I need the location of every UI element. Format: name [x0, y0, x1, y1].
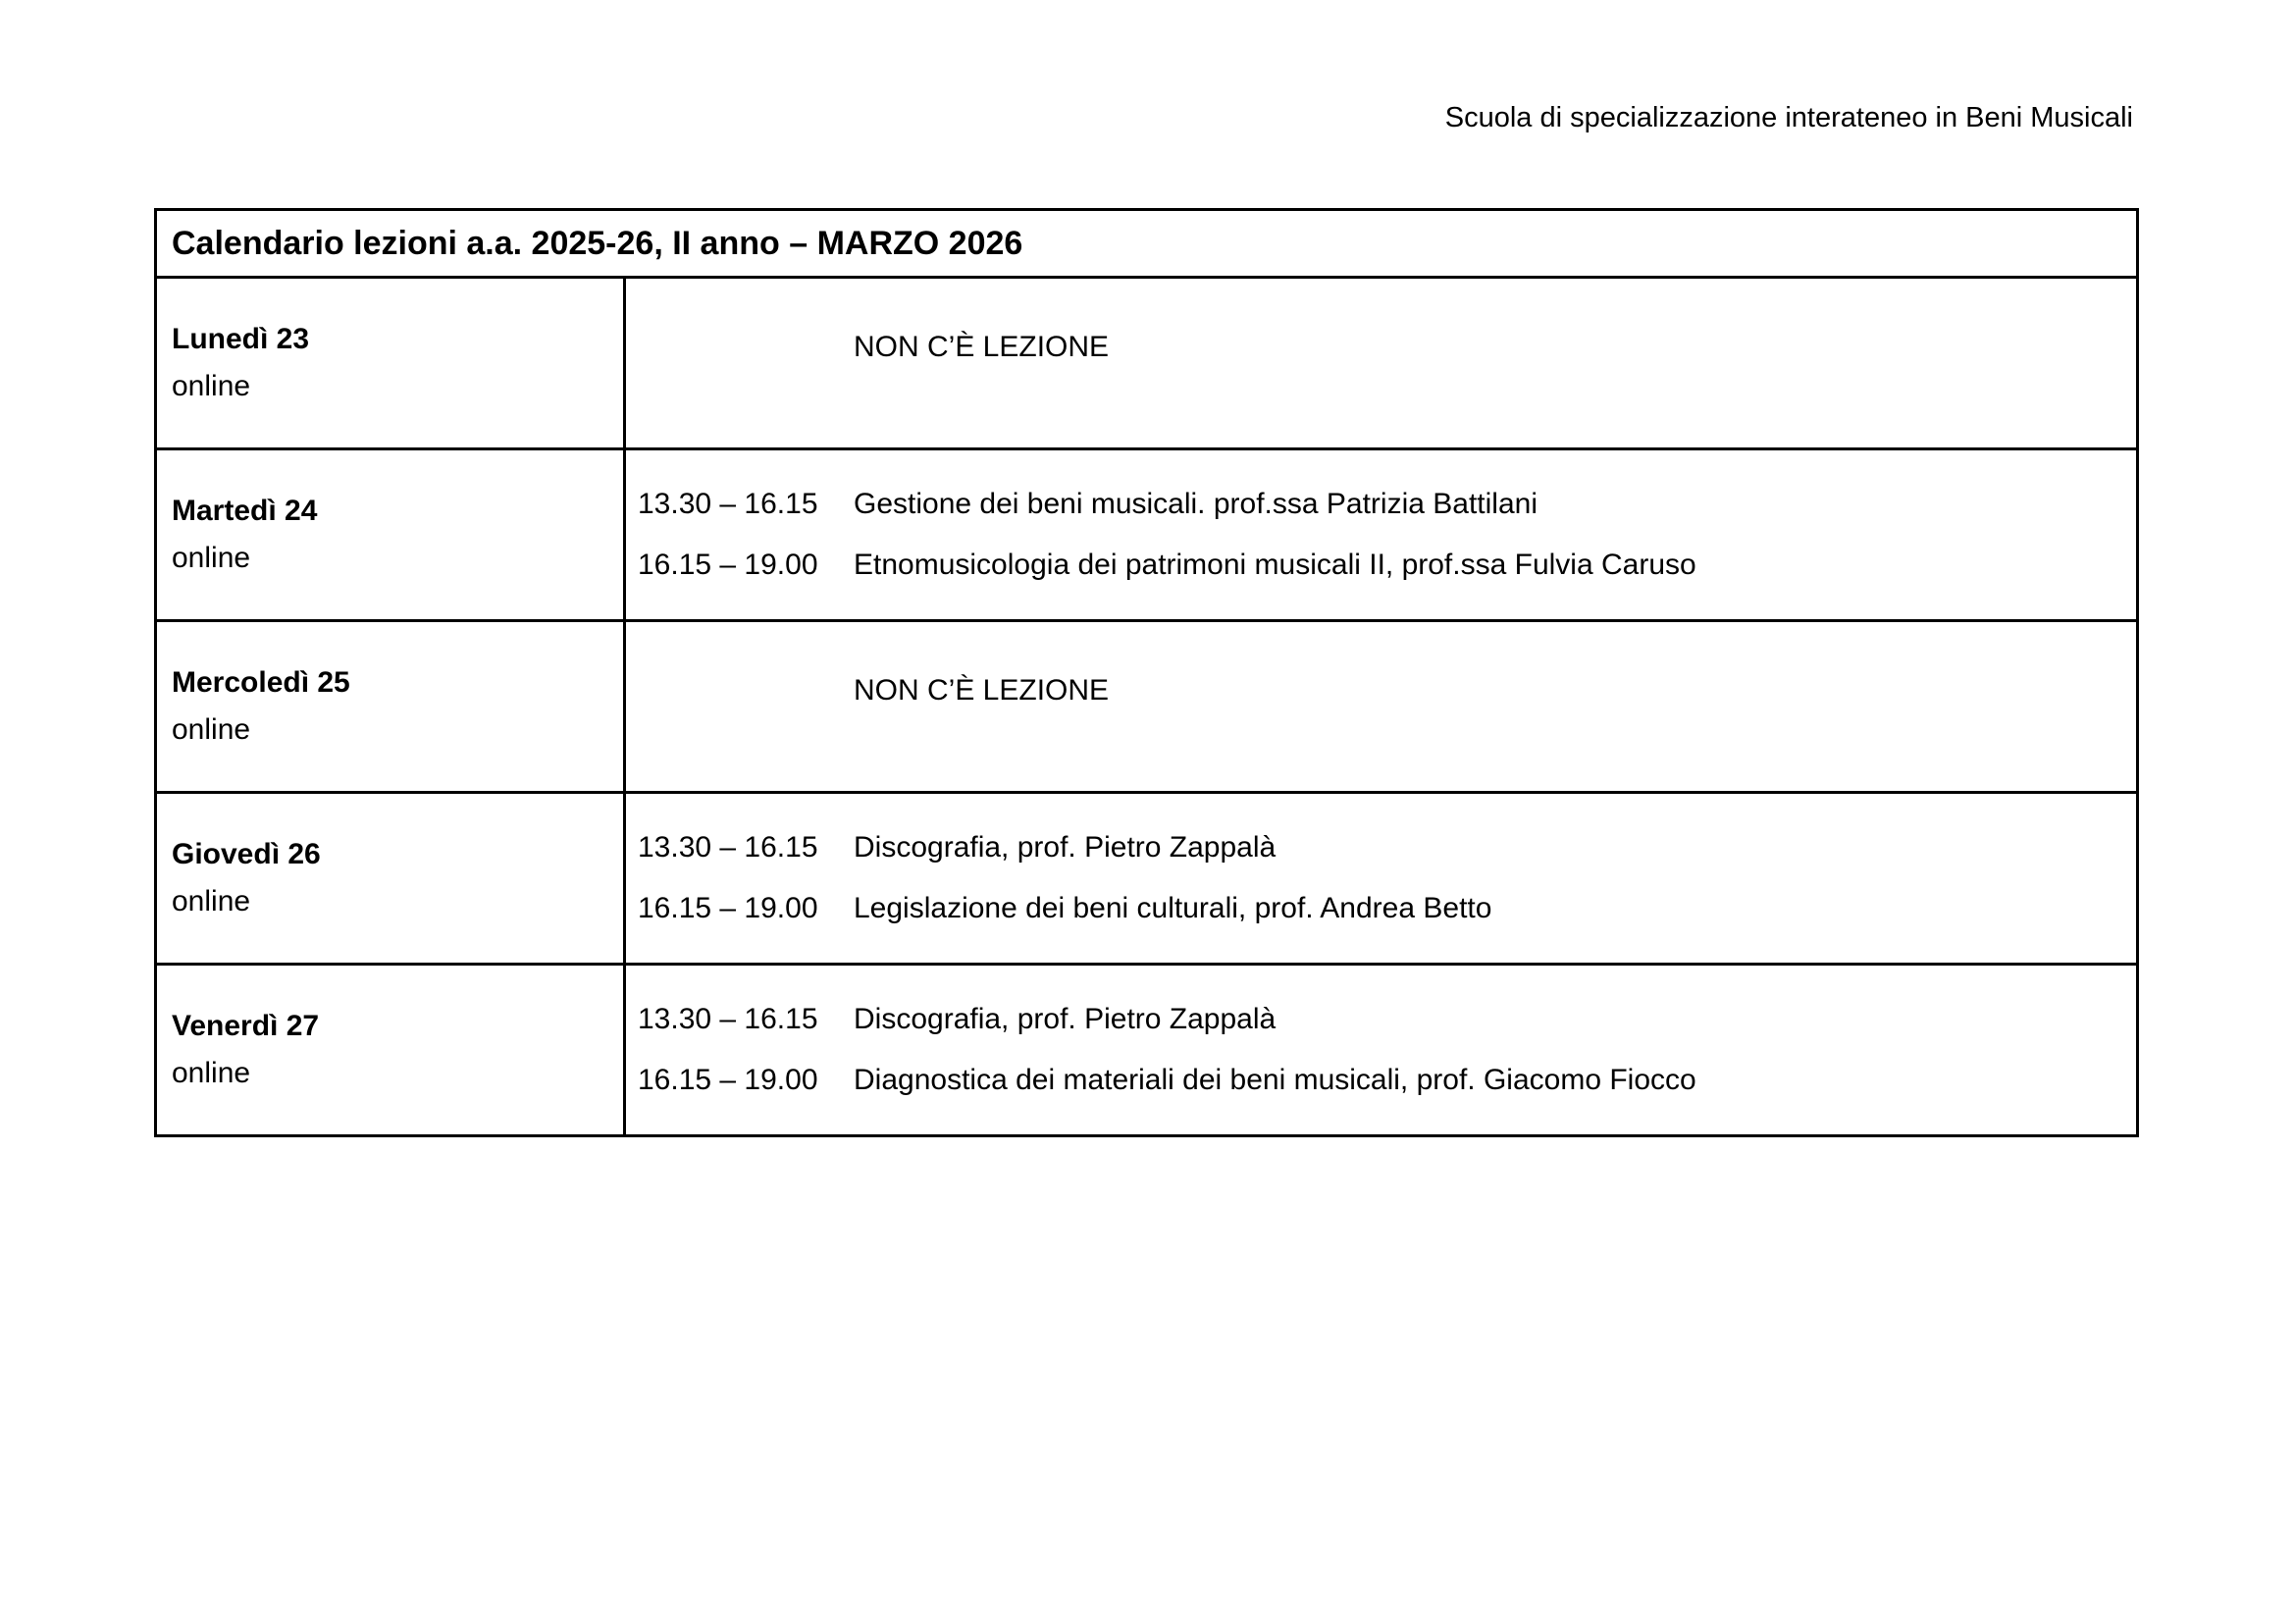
no-lesson-notice: NON C’È LEZIONE: [854, 331, 1110, 363]
schedule-cell: [625, 793, 2138, 965]
slot-time: 16.15 – 19.00: [638, 892, 818, 924]
slot-time: 13.30 – 16.15: [638, 488, 818, 520]
schedule-cell: [625, 449, 2138, 621]
schedule-cell: [625, 278, 2138, 449]
slot-course: Discografia, prof. Pietro Zappalà: [854, 1003, 1277, 1035]
school-name: Scuola di specializzazione interateneo in Beni Musicali: [1444, 102, 2133, 133]
day-name: Venerdì 27: [172, 1010, 320, 1042]
day-cell: [156, 965, 625, 1136]
calendar-title: Calendario lezioni a.a. 2025-26, II anno – MARZO 2026: [156, 210, 2138, 278]
day-name: Giovedì 26: [172, 838, 321, 870]
day-cell: [156, 621, 625, 793]
lesson-calendar-table: [154, 208, 2139, 1137]
slot-time: 13.30 – 16.15: [638, 831, 818, 864]
day-cell: [156, 278, 625, 449]
slot-course: Gestione dei beni musicali. prof.ssa Patrizia Battilani: [854, 488, 1538, 520]
day-row-wednesday: [156, 621, 2138, 793]
lesson-slot: [638, 1050, 2136, 1111]
slot-course: Discografia, prof. Pietro Zappalà: [854, 831, 1277, 864]
lesson-slot: [638, 474, 2136, 535]
lesson-slot: [638, 989, 2136, 1050]
calendar-title-row: [156, 210, 2138, 278]
day-mode: online: [172, 713, 251, 746]
day-mode: online: [172, 1057, 251, 1089]
schedule-cell: [625, 621, 2138, 793]
day-name: Mercoledì 25: [172, 666, 350, 699]
day-row-monday: [156, 278, 2138, 449]
slot-time: 16.15 – 19.00: [638, 549, 818, 581]
slot-course: Legislazione dei beni culturali, prof. Andrea Betto: [854, 892, 1492, 924]
day-row-friday: [156, 965, 2138, 1136]
slot-time: 16.15 – 19.00: [638, 1064, 818, 1096]
slot-time: 13.30 – 16.15: [638, 1003, 818, 1035]
lesson-slot: [638, 817, 2136, 878]
day-row-tuesday: [156, 449, 2138, 621]
lesson-slot: [638, 878, 2136, 939]
day-mode: online: [172, 542, 251, 574]
day-row-thursday: [156, 793, 2138, 965]
day-mode: online: [172, 885, 251, 917]
slot-course: Etnomusicologia dei patrimoni musicali II, prof.ssa Fulvia Caruso: [854, 549, 1696, 581]
lesson-slot: [638, 535, 2136, 596]
day-mode: online: [172, 370, 251, 402]
day-name: Lunedì 23: [172, 323, 310, 355]
day-cell: [156, 449, 625, 621]
schedule-cell: [625, 965, 2138, 1136]
day-cell: [156, 793, 625, 965]
no-lesson-notice: NON C’È LEZIONE: [854, 674, 1110, 707]
day-name: Martedì 24: [172, 495, 318, 527]
slot-course: Diagnostica dei materiali dei beni musicali, prof. Giacomo Fiocco: [854, 1064, 1696, 1096]
